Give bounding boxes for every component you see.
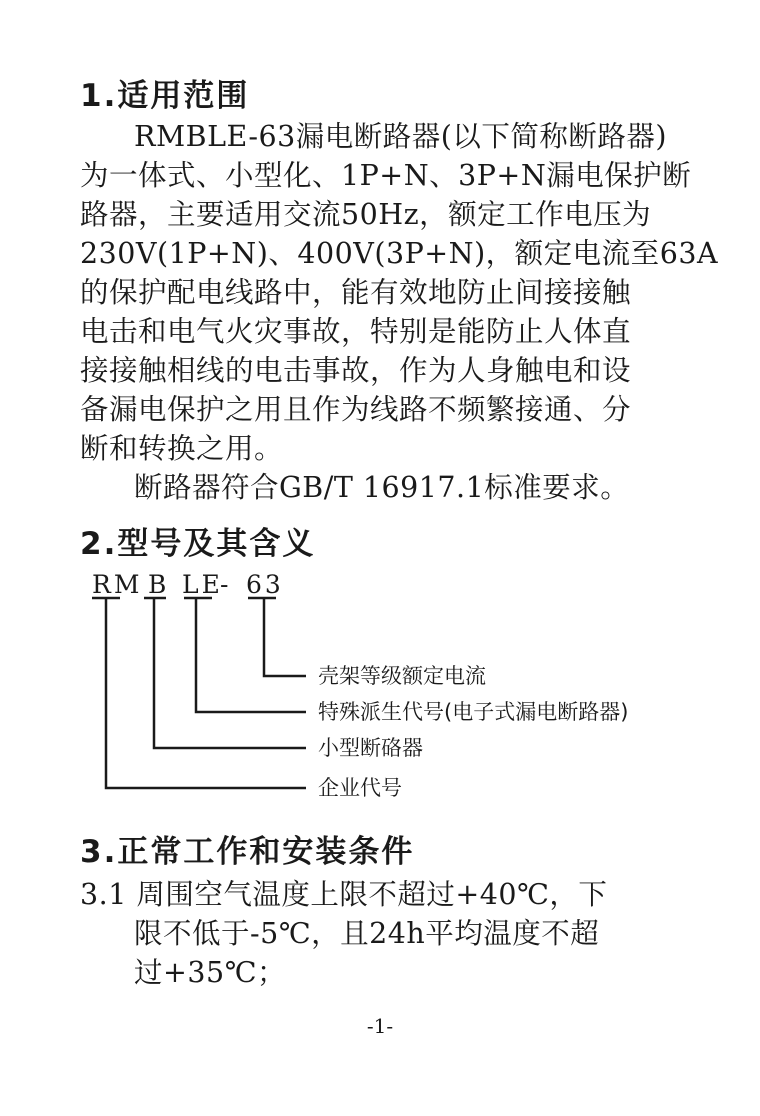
section-3-item-line-1: 3.1 周围空气温度上限不超过+40℃，下 [80,878,608,911]
leader-line-63 [264,598,306,676]
section-1-line-9: 断和转换之用。 [80,432,284,465]
model-part-le: LE [182,570,223,599]
section-1-line-2: 为一体式、小型化、1P+N、3P+N漏电保护断 [80,159,692,192]
section-1-line-10: 断路器符合GB/T 16917.1标准要求。 [134,471,630,504]
section-3-heading: 3.正常工作和安装条件 [80,834,415,870]
leader-line-b [154,598,306,748]
leader-line-le [196,598,306,712]
section-1-heading: 1.适用范围 [80,78,250,114]
page-number: -1- [366,1014,394,1038]
section-1-line-7: 接接触相线的电击事故，作为人身触电和设 [80,354,632,387]
section-3-item-line-2: 限不低于-5℃，且24h平均温度不超 [134,917,600,950]
section-1-line-4: 230V(1P+N)、400V(3P+N)，额定电流至63A [80,237,719,270]
meaning-frame-rated-current: 壳架等级额定电流 [318,664,486,688]
model-part-dash: - [220,570,232,599]
section-2-heading: 2.型号及其含义 [80,526,316,562]
meaning-special-derived-code: 特殊派生代号(电子式漏电断路器) [318,700,629,724]
meaning-miniature-breaker: 小型断硌器 [318,736,423,760]
meaning-enterprise-code: 企业代号 [318,776,402,800]
leader-line-rm [106,598,306,788]
model-part-rm: RM [92,570,143,599]
section-1-line-1: RMBLE-63漏电断路器(以下简称断路器) [134,120,667,153]
section-1-line-6: 电击和电气火灾事故，特别是能防止人体直 [80,315,632,348]
section-3-item-line-3: 过+35℃； [134,956,287,989]
section-1-line-8: 备漏电保护之用且作为线路不频繁接通、分 [80,393,632,426]
section-1-line-5: 的保护配电线路中，能有效地防止间接接触 [80,276,632,309]
model-part-b: B [148,570,170,599]
model-part-63: 63 [246,570,284,599]
section-1-line-3: 路器，主要适用交流50Hz，额定工作电压为 [80,198,652,231]
